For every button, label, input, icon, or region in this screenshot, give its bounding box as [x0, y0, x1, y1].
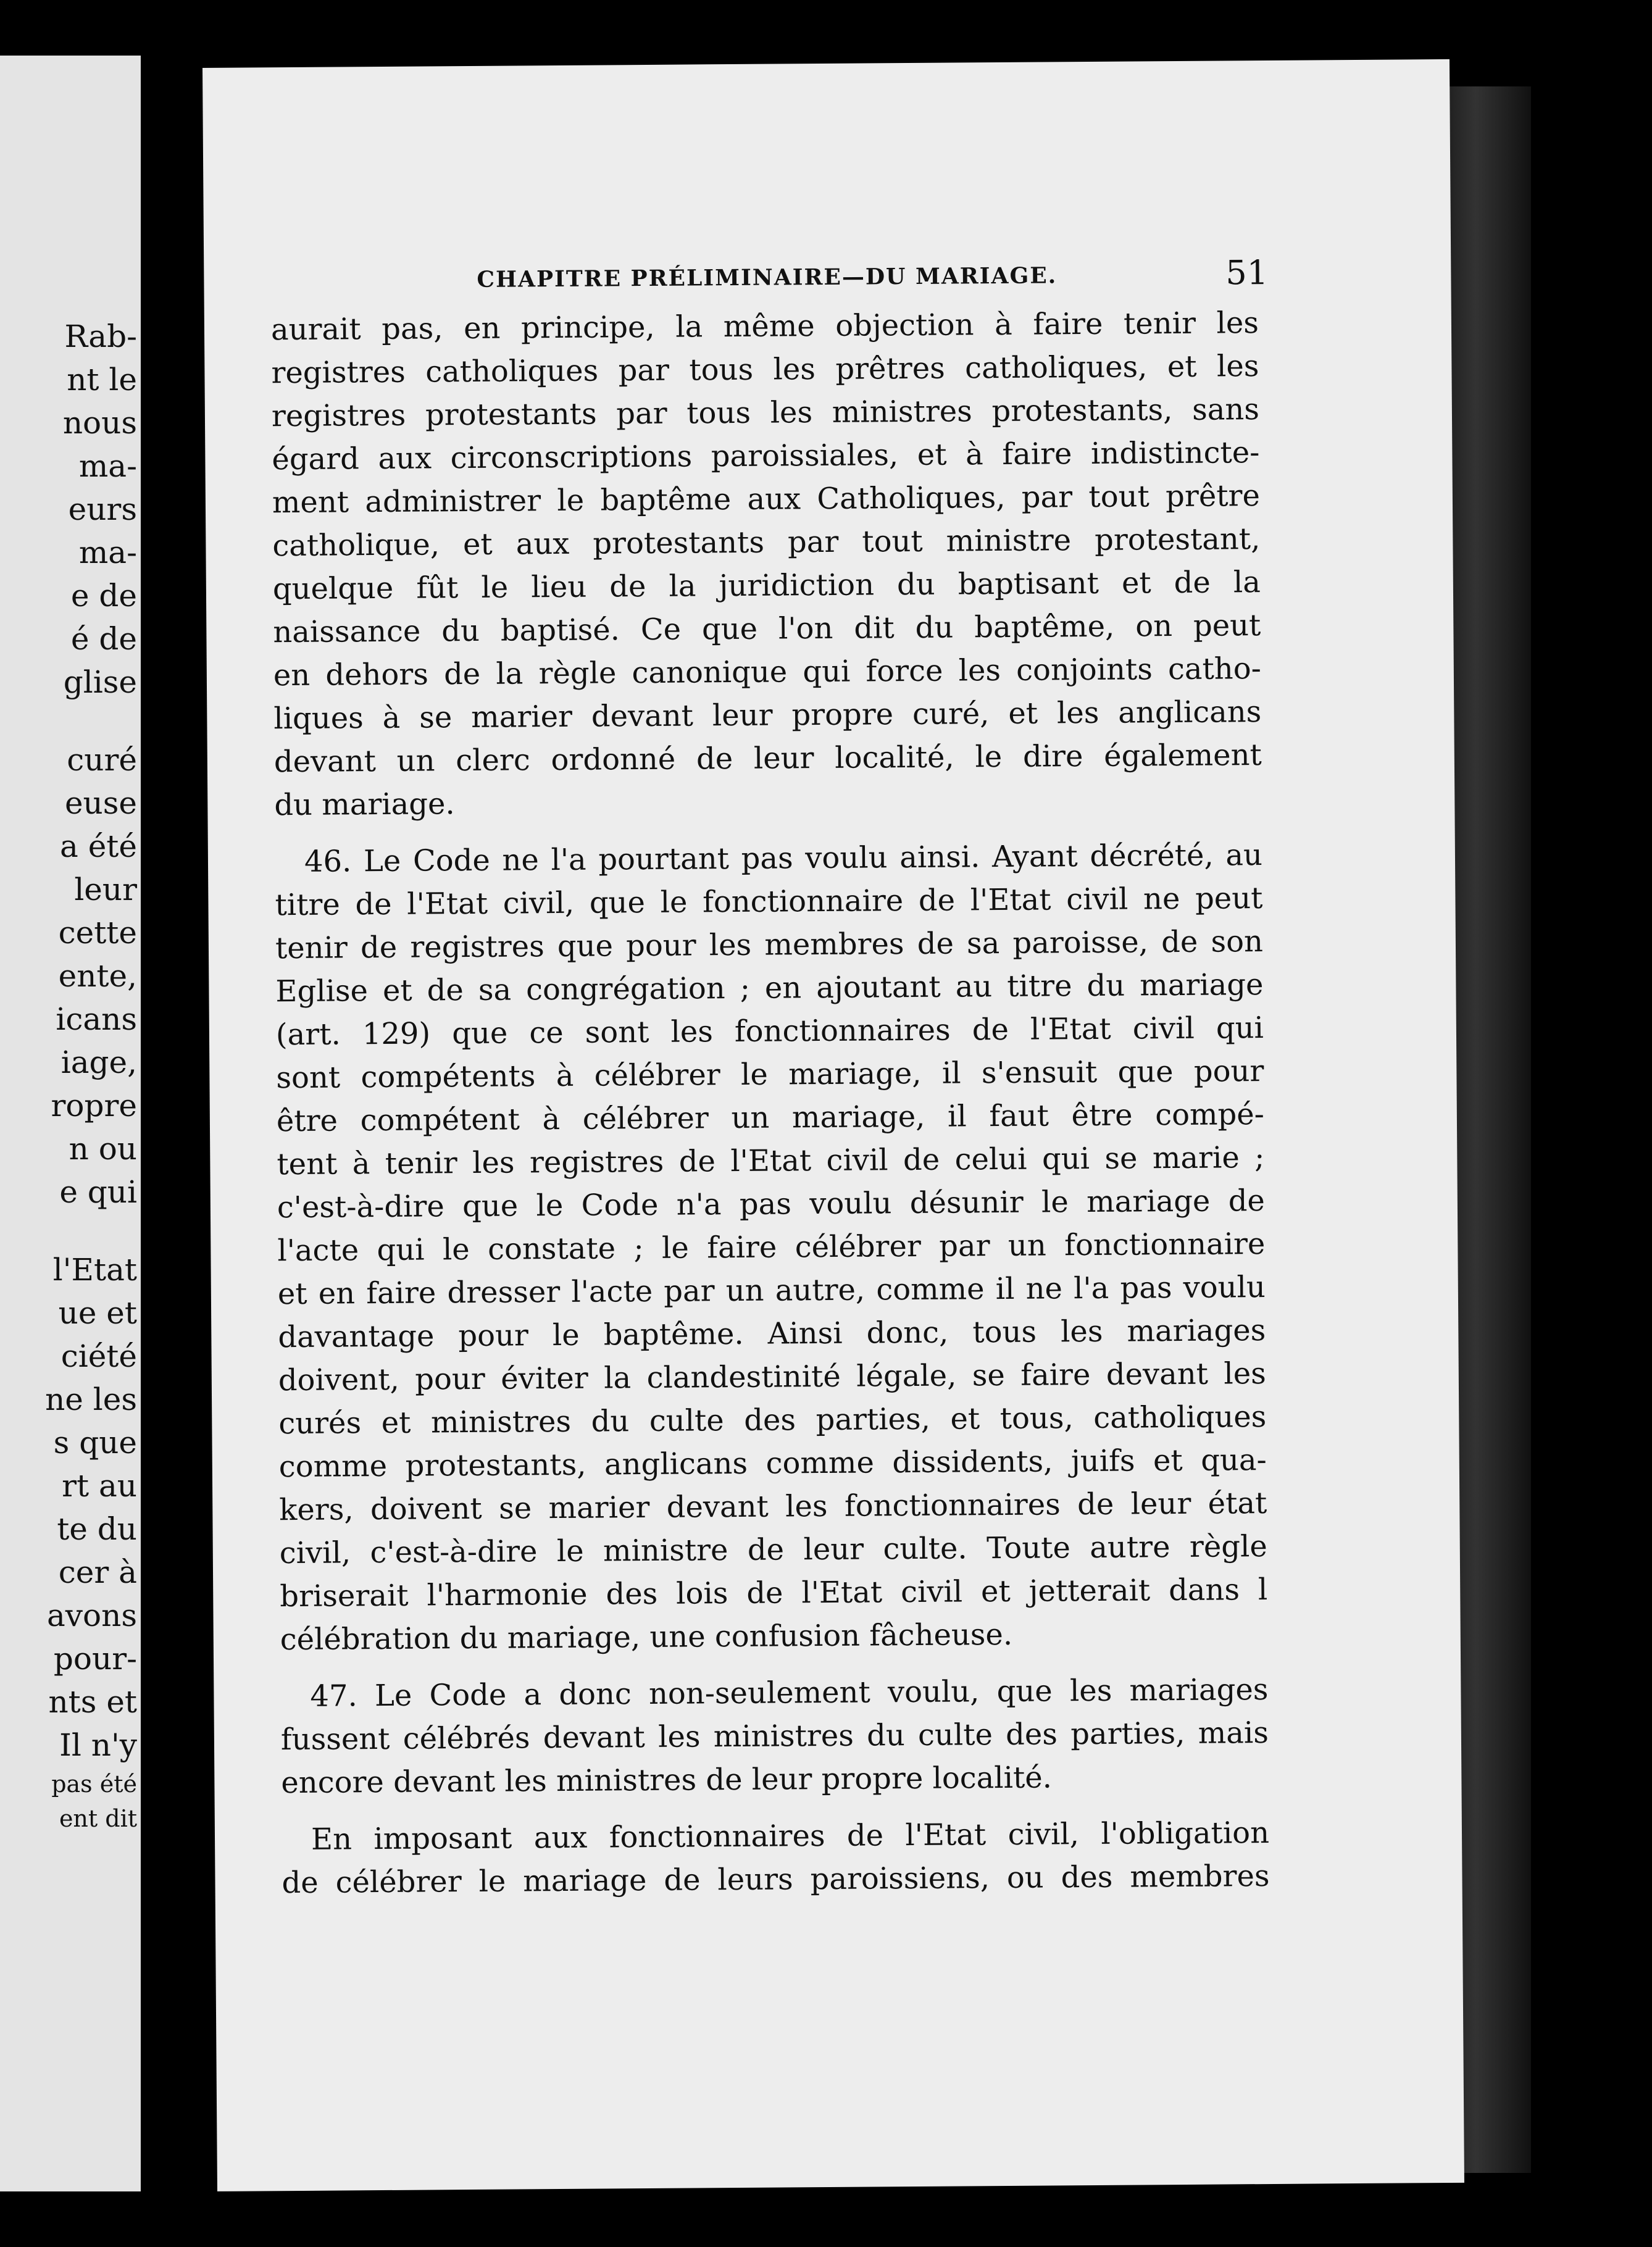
text-line: briserait l'harmonie des lois de l'Etat civil et jetterait dans l — [280, 1572, 1268, 1614]
left-page-line: s que — [53, 1425, 137, 1461]
left-page-line: iage, — [60, 1044, 137, 1080]
text-line: du mariage. — [274, 786, 455, 823]
text-line: tenir de registres que pour les membres de sa paroisse, de son — [275, 924, 1264, 966]
left-page-line: icans — [56, 1001, 137, 1037]
left-page-line: n ou — [69, 1131, 137, 1167]
text-line: curés et ministres du culte des parties, et tous, catholiques — [278, 1399, 1267, 1441]
text-line: En imposant aux fonctionnaires de l'Etat civil, l'obligation — [311, 1816, 1270, 1857]
left-page-line: ma- — [78, 448, 137, 484]
text-line: titre de l'Etat civil, que le fonctionnaire de l'Etat civil ne peut — [275, 881, 1263, 923]
text-line: doivent, pour éviter la clandestinité légale, se faire devant les — [278, 1356, 1267, 1398]
text-line: fussent célébrés devant les ministres du culte des parties, mais — [280, 1715, 1269, 1757]
left-page-line: ente, — [58, 958, 137, 994]
text-line: civil, c'est-à-dire le ministre de leur culte. Toute autre règle — [279, 1529, 1267, 1571]
left-page-line: ciété — [60, 1338, 137, 1374]
paragraph-en-imposant — [282, 1811, 1270, 1904]
left-page-line: leur — [74, 872, 137, 907]
left-page-line: e de — [70, 578, 137, 614]
left-page-line: ma- — [78, 535, 137, 570]
text-line: aurait pas, en principe, la même objection à faire tenir les — [270, 306, 1259, 348]
text-line: égard aux circonscriptions paroissiales, et à faire indistincte- — [272, 435, 1260, 477]
left-page-line: nt le — [67, 362, 137, 398]
left-page-line: Rab- — [64, 319, 137, 354]
paragraph-47 — [280, 1668, 1269, 1804]
left-page-line: e qui — [59, 1174, 137, 1210]
left-facing-page — [0, 56, 141, 2191]
text-line: registres catholiques par tous les prêtres catholiques, et les — [271, 349, 1259, 391]
text-line: 47. Le Code a donc non-seulement voulu, que les mariages — [310, 1672, 1269, 1714]
left-page-line: glise — [63, 664, 137, 700]
text-line: liques à se marier devant leur propre curé, et les anglicans — [273, 694, 1262, 736]
left-page-line: ne les — [45, 1382, 137, 1417]
left-page-line: euse — [64, 785, 137, 821]
text-line: catholique, et aux protestants par tout ministre protestant, — [272, 522, 1261, 564]
left-page-line: nts et — [48, 1684, 137, 1720]
text-line: en dehors de la règle canonique qui force les conjoints catho- — [273, 651, 1262, 693]
left-page-text — [0, 315, 137, 1836]
text-line: naissance du baptisé. Ce que l'on dit du baptême, on peut — [273, 608, 1261, 650]
paragraph-46 — [275, 833, 1268, 1661]
left-page-gap — [0, 704, 137, 738]
text-line: kers, doivent se marier devant les fonctionnaires de leur état — [279, 1486, 1267, 1528]
left-page-line: cer à — [58, 1554, 137, 1590]
text-line: l'acte qui le constate ; le faire célébrer par un fonctionnaire — [277, 1227, 1266, 1269]
text-line: Eglise et de sa congrégation ; en ajoutant au titre du mariage — [275, 967, 1264, 1009]
left-page-line: ent dit — [59, 1805, 137, 1832]
text-line: devant un clerc ordonné de leur localité, le dire également — [273, 738, 1262, 780]
left-page-line: curé — [67, 742, 137, 778]
page-number: 51 — [1225, 252, 1269, 293]
text-line: sont compétents à célébrer le mariage, il s'ensuit que pour — [276, 1054, 1264, 1096]
text-line: comme protestants, anglicans comme dissidents, juifs et qua- — [278, 1443, 1267, 1485]
text-line: de célébrer le mariage de leurs paroissiens, ou des membres — [282, 1859, 1270, 1901]
left-page-line: nous — [62, 405, 137, 441]
text-line: être compétent à célébrer un mariage, il faut être compé- — [276, 1097, 1265, 1139]
left-page-line: cette — [58, 915, 137, 951]
paragraph-continuation — [271, 301, 1262, 827]
text-line: c'est-à-dire que le Code n'a pas voulu désunir le mariage de — [277, 1183, 1266, 1225]
left-page-line: l'Etat — [52, 1252, 137, 1288]
left-page-gap — [0, 1214, 137, 1248]
main-page — [202, 59, 1464, 2191]
text-line: encore devant les ministres de leur propre localité. — [281, 1760, 1053, 1801]
text-line: ment administrer le baptême aux Catholiques, par tout prêtre — [272, 478, 1261, 520]
text-line: quelque fût le lieu de la juridiction du baptisant et de la — [272, 565, 1261, 607]
left-page-line: ue et — [58, 1295, 137, 1331]
left-page-line: rt au — [62, 1468, 137, 1504]
running-head: CHAPITRE PRÉLIMINAIRE—DU MARIAGE. — [477, 262, 1058, 293]
left-page-line: avons — [46, 1598, 137, 1633]
left-page-line: pour- — [53, 1641, 137, 1677]
text-line: tent à tenir les registres de l'Etat civil de celui qui se marie ; — [277, 1140, 1265, 1182]
left-page-line: Il n'y — [59, 1727, 137, 1763]
left-page-line: te du — [57, 1511, 137, 1547]
text-line: davantage pour le baptême. Ainsi donc, tous les mariages — [278, 1313, 1266, 1355]
text-line: (art. 129) que ce sont les fonctionnaires de l'Etat civil qui — [275, 1011, 1264, 1053]
body-text — [271, 301, 1270, 1904]
text-line: et en faire dresser l'acte par un autre, comme il ne l'a pas voulu — [277, 1270, 1266, 1312]
text-line: célébration du mariage, une confusion fâcheuse. — [280, 1617, 1013, 1657]
text-line: 46. Le Code ne l'a pourtant pas voulu ainsi. Ayant décrété, au — [304, 838, 1263, 879]
left-page-line: a été — [60, 828, 137, 864]
left-page-line: é de — [70, 621, 137, 657]
text-line: registres protestants par tous les ministres protestants, sans — [271, 392, 1260, 434]
left-page-line: pas été — [51, 1770, 137, 1798]
left-page-line: ropre — [51, 1088, 137, 1124]
left-page-line: eurs — [68, 491, 137, 527]
